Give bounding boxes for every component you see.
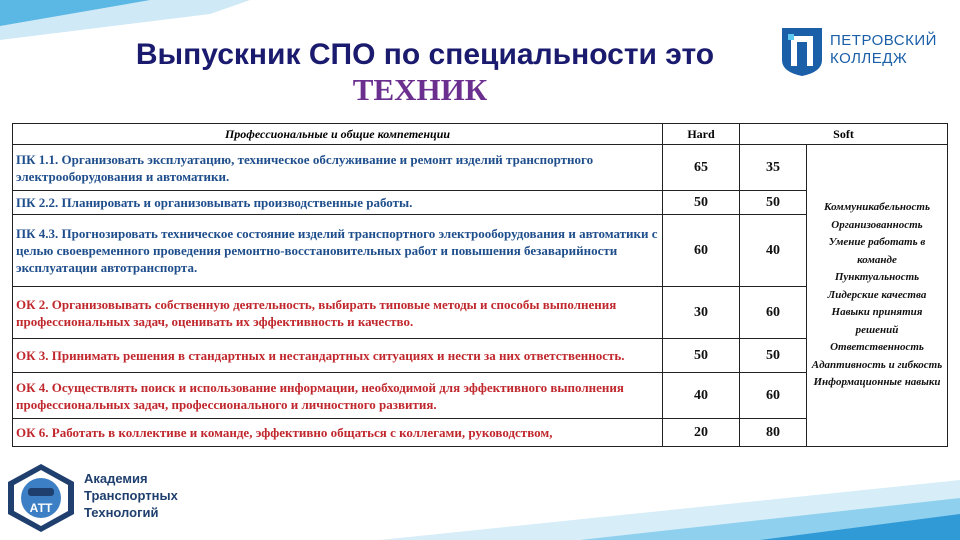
- hard-value: 40: [663, 373, 740, 419]
- competence-text: ОК 3. Принимать решения в стандартных и нестандартных ситуациях и нести за них ответственность.: [13, 339, 663, 373]
- soft-value: 60: [740, 287, 807, 339]
- soft-skill-item: Умение работать в команде: [828, 236, 926, 266]
- academy-line-3: Технологий: [84, 505, 159, 520]
- soft-skill-item: Ответственность: [830, 341, 924, 354]
- soft-skill-item: Лидерские качества: [827, 288, 927, 301]
- hard-value: 65: [663, 145, 740, 191]
- header-hard: Hard: [663, 124, 740, 145]
- competence-text: ОК 2. Организовывать собственную деятельность, выбирать типовые методы и способы выполнения профессиональных задач, оценивать их эффективность и качество.: [13, 287, 663, 339]
- soft-value: 35: [740, 145, 807, 191]
- competence-text: ПК 1.1. Организовать эксплуатацию, техническое обслуживание и ремонт изделий транспортного электрооборудования и автоматики.: [13, 145, 663, 191]
- hard-value: 50: [663, 339, 740, 373]
- soft-skill-item: Организованность: [831, 218, 923, 231]
- competence-table: [12, 123, 948, 447]
- hard-value: 50: [663, 191, 740, 215]
- competence-text: ОК 4. Осуществлять поиск и использование информации, необходимой для эффективного выполнения профессиональных задач, профессионального и личностного развития.: [13, 373, 663, 419]
- soft-skill-item: Информационные навыки: [813, 376, 941, 389]
- soft-value: 80: [740, 419, 807, 447]
- academy-line-1: Академия: [84, 471, 148, 486]
- soft-value: 50: [740, 339, 807, 373]
- soft-skill-item: Навыки принятия решений: [831, 306, 923, 336]
- competence-text: ОК 6. Работать в коллективе и команде, эффективно общаться с коллегами, руководством,: [13, 419, 663, 447]
- academy-logo: [4, 462, 184, 534]
- academy-hexagon-icon: [4, 462, 78, 534]
- logo-line-1: ПЕТРОВСКИЙ: [830, 32, 937, 49]
- hard-value: 20: [663, 419, 740, 447]
- soft-value: 50: [740, 191, 807, 215]
- soft-skill-item: Пунктуальность: [834, 271, 920, 284]
- competence-text: ПК 4.3. Прогнозировать техническое состояние изделий транспортного электрооборудования и автоматики с целью своевременного проведения ремонтно-восстановительных работ и повышения безаварийности эксплуатации автотранспорта.: [13, 215, 663, 287]
- academy-line-2: Транспортных: [84, 488, 178, 503]
- college-shield-icon: [780, 26, 824, 78]
- page-title: Выпускник СПО по специальности это: [135, 38, 715, 71]
- page-subtitle: ТЕХНИК: [352, 72, 488, 107]
- soft-skills-list: [807, 145, 948, 447]
- hard-value: 30: [663, 287, 740, 339]
- logo-line-2: КОЛЛЕДЖ: [830, 50, 908, 67]
- table-row: [13, 145, 948, 191]
- header-competence: Профессиональные и общие компетенции: [13, 124, 663, 145]
- table-header-row: [13, 124, 948, 145]
- soft-value: 60: [740, 373, 807, 419]
- competence-text: ПК 2.2. Планировать и организовывать производственные работы.: [13, 191, 663, 215]
- logo-badge-text: АТТ: [29, 501, 53, 515]
- soft-skill-item: Коммуникабельность: [824, 201, 930, 214]
- soft-skill-item: Адаптивность и гибкость: [811, 358, 943, 371]
- bottom-right-decoration: [380, 470, 960, 540]
- top-left-decoration: [0, 0, 260, 40]
- soft-value: 40: [740, 215, 807, 287]
- header-soft: Soft: [740, 124, 948, 145]
- petrovsky-college-logo: [780, 26, 937, 82]
- hard-value: 60: [663, 215, 740, 287]
